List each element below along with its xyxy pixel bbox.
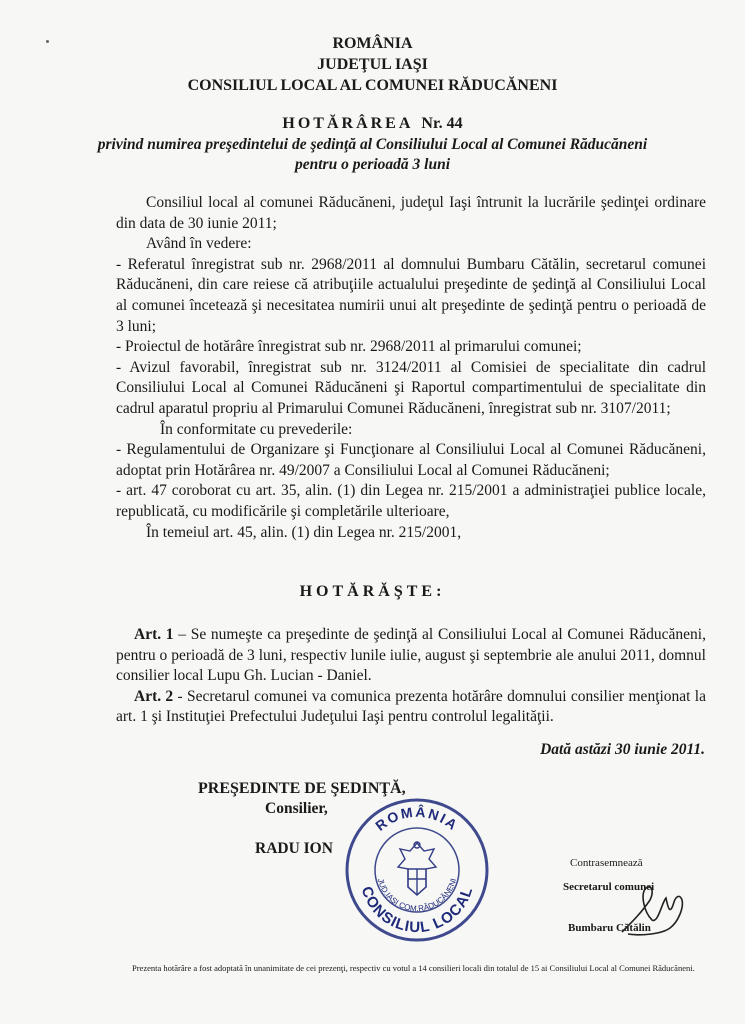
seal-inner-text: JUD.IAŞI COM.RĂDUCĂNENI	[375, 877, 459, 914]
header-county: JUDEŢUL IAŞI	[317, 56, 428, 73]
legal-basis: În temeiul art. 45, alin. (1) din Legea nr. 215/2001,	[146, 523, 462, 541]
preamble	[116, 193, 706, 543]
preamble-item-2: - Proiectul de hotărâre înregistrat sub nr. 2968/2011 al primarului comunei;	[116, 338, 582, 356]
footnote	[52, 962, 712, 974]
president-name: RADU ION	[255, 840, 333, 857]
president-title: PREŞEDINTE DE ŞEDINŢĂ,	[198, 780, 406, 797]
preamble-item-4: - Regulamentului de Organizare şi Funcţionare al Consiliului Local al Comunei Răducăneni, adoptat prin Hotărârea nr. 49/2007 a Consiliului Local al Comunei Răducăneni;	[116, 441, 706, 479]
preamble-item-3: - Avizul favorabil, înregistrat sub nr. 3124/2011 al Comisiei de specialitate din cadrul Consiliului Local al Comunei Răducăneni şi Raportul compartimentului de specialitate din cadrul aparatul propriu al Primarului Comunei Răducăneni, înregistrat sub nr. 3107/2011;	[116, 358, 706, 417]
seal-bottom-text: CONSILIUL LOCAL	[357, 884, 477, 937]
intro-paragraph: Consiliul local al comunei Răducăneni, judeţul Iaşi întrunit la lucrările şedinţei ordinare din data de 30 iunie 2011;	[116, 194, 706, 232]
president-role: Consilier,	[265, 800, 328, 817]
article-2-text: - Secretarul comunei va comunica prezenta hotărâre domnului consilier menţionat la art. 1 şi Instituţiei Prefectului Judeţului Iaşi pentru controlul legalităţii.	[116, 687, 706, 726]
subtitle-line-2: pentru o perioadă 3 luni	[294, 156, 451, 173]
date-line: Dată astăzi 30 iunie 2011.	[540, 741, 705, 758]
conformity-heading: În conformitate cu prevederile:	[160, 420, 353, 438]
header-country: ROMÂNIA	[332, 35, 413, 52]
article-2	[116, 687, 706, 728]
coat-of-arms-icon	[398, 842, 436, 895]
countersign-name: Bumbaru Cătălin	[568, 922, 651, 934]
footnote-text: Prezenta hotărâre a fost adoptată în unanimitate de cei prezenţi, respectiv cu votul a 14 consilieri locali din totalul de 15 ai Consiliului Local al Comunei Răducăneni.	[132, 963, 695, 973]
seal-top-text: ROMÂNIA	[372, 803, 462, 834]
countersign-role: Secretarul comunei	[563, 881, 655, 893]
decision-number: Nr. 44	[421, 115, 463, 132]
article-1-text: – Se numeşte ca preşedinte de şedinţă al Consiliului Local al Comunei Răducăneni, pentru o perioadă de 3 luni, respectiv lunile iulie, august şi septembrie ale anului 2011, domnul consilier local Lupu Gh. Lucian - Daniel.	[116, 626, 706, 685]
articles	[116, 625, 706, 728]
subtitle-line-1: privind numirea preşedintelui de şedinţă al Consiliului Local al Comunei Răducăneni	[97, 136, 648, 153]
header-council: CONSILIUL LOCAL AL COMUNEI RĂDUCĂNENI	[187, 77, 558, 94]
decision-title	[0, 115, 745, 133]
article-1	[116, 625, 706, 687]
decision-title-word: HOTĂRÂREA	[282, 115, 414, 132]
preamble-item-1: - Referatul înregistrat sub nr. 2968/2011 al domnului Bumbaru Cătălin, secretarul comunei Răducăneni, din care reiese că atribuţiile actualului preşedinte de şedinţă al Consiliului Local al comunei încetează şi necesitatea numirii unui alt preşedinte de şedinţă pentru o perioadă de 3 luni;	[116, 255, 706, 335]
having-in-view: Având în vedere:	[146, 235, 252, 253]
countersign-label: Contrasemnează	[570, 857, 643, 869]
decides-heading: HOTĂRĂŞTE:	[299, 583, 446, 600]
preamble-item-5: - art. 47 coroborat cu art. 35, alin. (1) din Legea nr. 215/2001 a administraţiei publice locale, republicată, cu modificările şi completările ulterioare,	[116, 482, 706, 520]
article-2-label: Art. 2	[134, 687, 174, 705]
secretary-signature	[612, 872, 692, 942]
article-1-label: Art. 1	[134, 626, 174, 643]
official-seal	[342, 795, 492, 945]
